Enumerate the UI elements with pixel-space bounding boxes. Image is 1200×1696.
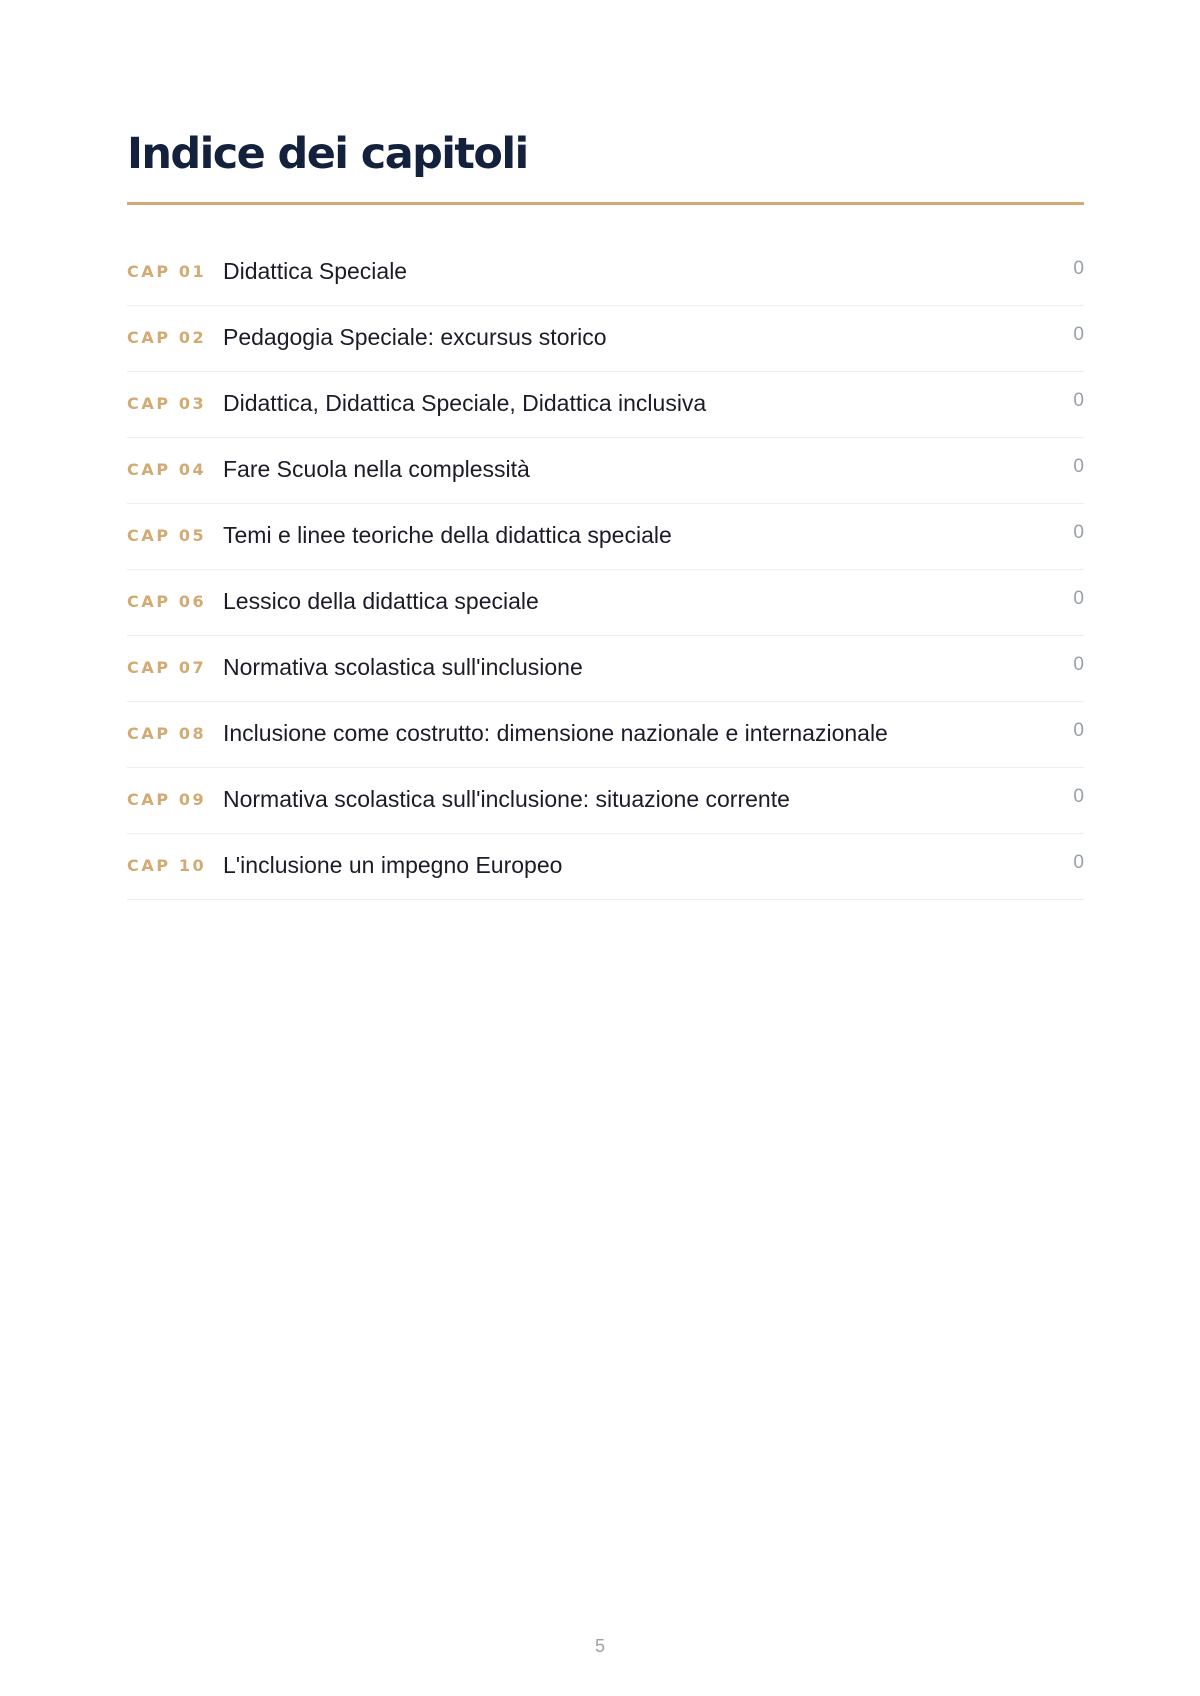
chapter-number: CAP 05 <box>127 526 207 545</box>
chapter-page-number: 0 <box>1073 522 1084 543</box>
chapter-page-number: 0 <box>1073 852 1084 873</box>
chapter-number: CAP 02 <box>127 328 207 347</box>
chapter-title[interactable]: Temi e linee teoriche della didattica speciale <box>223 522 672 548</box>
chapter-number: CAP 04 <box>127 460 207 479</box>
chapter-page-number: 0 <box>1073 324 1084 345</box>
chapter-number: CAP 10 <box>127 856 207 875</box>
chapter-page-number: 0 <box>1073 588 1084 609</box>
chapter-page-number: 0 <box>1073 390 1084 411</box>
chapter-number: CAP 03 <box>127 394 207 413</box>
chapter-title[interactable]: Pedagogia Speciale: excursus storico <box>223 324 607 350</box>
chapter-title[interactable]: Didattica Speciale <box>223 258 408 284</box>
chapter-title[interactable]: Inclusione come costrutto: dimensione nazionale e internazionale <box>223 720 888 746</box>
toc-row-cap-10[interactable] <box>127 834 1084 900</box>
chapter-title[interactable]: Fare Scuola nella complessità <box>223 456 530 482</box>
chapter-title[interactable]: Normativa scolastica sull'inclusione <box>223 654 583 680</box>
chapter-number: CAP 06 <box>127 592 207 611</box>
chapter-page-number: 0 <box>1073 654 1084 675</box>
toc-row-cap-07[interactable] <box>127 636 1084 702</box>
chapter-page-number: 0 <box>1073 720 1084 741</box>
chapter-number: CAP 07 <box>127 658 207 677</box>
chapter-title[interactable]: L'inclusione un impegno Europeo <box>223 852 563 878</box>
toc-row-cap-02[interactable] <box>127 306 1084 372</box>
page-title: Indice dei capitoli <box>127 129 528 179</box>
toc-row-cap-03[interactable] <box>127 372 1084 438</box>
chapter-number: CAP 08 <box>127 724 207 743</box>
toc-row-cap-06[interactable] <box>127 570 1084 636</box>
chapter-title[interactable]: Lessico della didattica speciale <box>223 588 539 614</box>
chapter-number: CAP 01 <box>127 262 207 281</box>
chapter-page-number: 0 <box>1073 258 1084 279</box>
table-of-contents <box>127 240 1084 900</box>
toc-row-cap-01[interactable] <box>127 240 1084 306</box>
toc-row-cap-09[interactable] <box>127 768 1084 834</box>
chapter-number: CAP 09 <box>127 790 207 809</box>
toc-row-cap-05[interactable] <box>127 504 1084 570</box>
title-divider <box>127 202 1084 205</box>
chapter-page-number: 0 <box>1073 456 1084 477</box>
chapter-title[interactable]: Normativa scolastica sull'inclusione: situazione corrente <box>223 786 790 812</box>
toc-row-cap-08[interactable] <box>127 702 1084 768</box>
chapter-title[interactable]: Didattica, Didattica Speciale, Didattica inclusiva <box>223 390 707 416</box>
chapter-page-number: 0 <box>1073 786 1084 807</box>
toc-row-cap-04[interactable] <box>127 438 1084 504</box>
page-number: 5 <box>594 1636 605 1656</box>
